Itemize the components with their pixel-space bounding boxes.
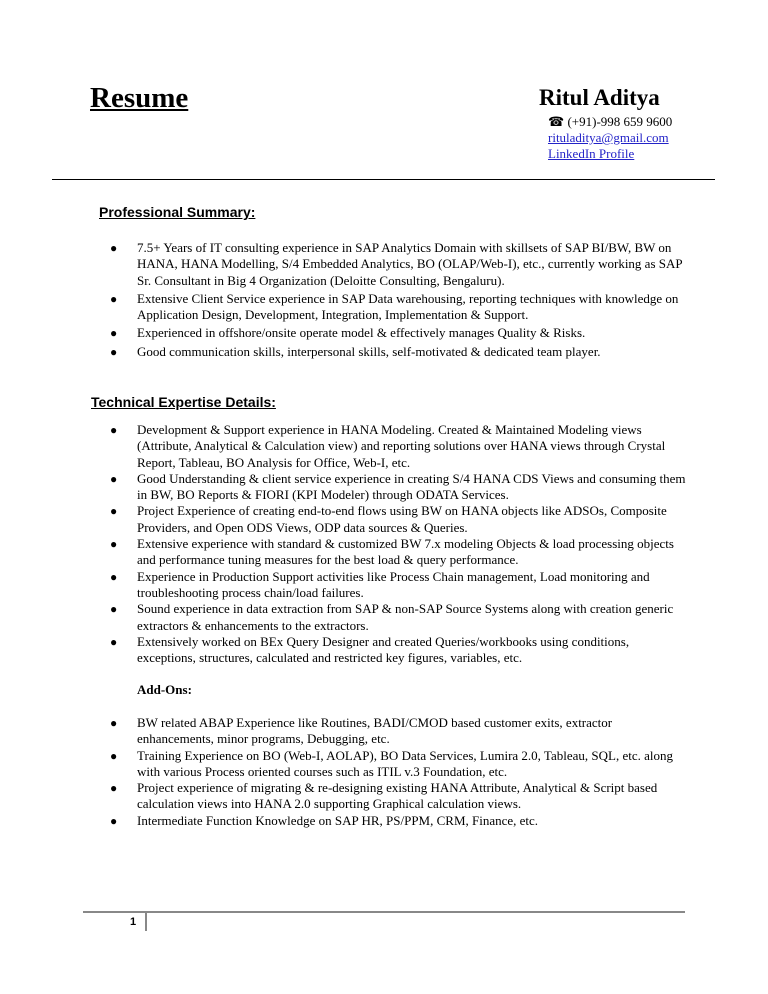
list-item: ● Experience in Production Support activities like Process Chain management, Load monitoring and troubleshooting process chain/load failures. xyxy=(110,568,650,600)
bullet-icon: ● xyxy=(110,326,118,341)
header-divider xyxy=(52,179,715,180)
footer-tick-divider xyxy=(145,913,147,931)
footer-divider xyxy=(83,911,685,913)
bullet-icon: ● xyxy=(110,241,118,255)
list-item: ● Development & Support experience in HANA Modeling. Created & Maintained Modeling views (Attribute, Analytical & Calculation view) and reporting solutions over HANA views through Crystal Report, Tableau, BO Analysis for Office, Web-I, etc. xyxy=(110,422,666,470)
list-item: ● Training Experience on BO (Web-I, AOLAP), BO Data Services, Lumira 2.0, Tableau, SQL, etc. along with various Process oriented courses such as ITIL v.3 Foundation, etc. xyxy=(110,747,673,779)
bullet-icon: ● xyxy=(110,781,118,796)
list-item: ● Project experience of migrating & re-designing existing HANA Attribute, Analytical & Script based calculation views into HANA 2.0 supporting Graphical calculation views. xyxy=(110,780,658,812)
list-item: ● Sound experience in data extraction from SAP & non-SAP Source Systems along with creation generic extractors & enhancements to the extractors. xyxy=(110,601,674,633)
professional-summary-heading: Professional Summary: xyxy=(99,204,256,220)
bullet-icon: ● xyxy=(110,813,118,828)
phone-line xyxy=(548,114,672,130)
list-item: ● Experienced in offshore/onsite operate model & effectively manages Quality & Risks. xyxy=(110,325,586,341)
bullet-icon: ● xyxy=(110,716,118,730)
linkedin-profile-link[interactable]: LinkedIn Profile xyxy=(548,146,635,161)
list-item: ● Project Experience of creating end-to-end flows using BW on HANA objects like ADSOs, Composite Providers, and Open ODS Views, ODP data sources & Queries. xyxy=(110,503,667,535)
list-item: ● Intermediate Function Knowledge on SAP HR, PS/PPM, CRM, Finance, etc. xyxy=(110,812,539,828)
bullet-icon: ● xyxy=(110,602,118,617)
add-ons-heading: Add-Ons: xyxy=(137,682,192,697)
list-item: ● Good Understanding & client service experience in creating S/4 HANA CDS Views and consuming them in BW, BO Reports & FIORI (KPI Modeler) through ODATA Services. xyxy=(110,470,686,503)
telephone-icon: ☎ xyxy=(548,114,565,129)
email-link[interactable]: rituladitya@gmail.com xyxy=(548,130,669,145)
technical-expertise-heading: Technical Expertise Details: xyxy=(91,394,276,410)
bullet-icon: ● xyxy=(110,748,118,763)
bullet-icon: ● xyxy=(110,537,118,552)
page-number: 1 xyxy=(130,916,137,928)
bullet-icon: ● xyxy=(110,569,118,584)
list-item: ● 7.5+ Years of IT consulting experience in SAP Analytics Domain with skillsets of SAP BI/BW, BW on HANA, HANA Modelling, S/4 Embedded Analytics, BO (OLAP/Web-I), etc., currently working as SAP Sr. Consultant in Big 4 Organization (Deloitte Consulting, Bengaluru). xyxy=(110,240,683,288)
bullet-icon: ● xyxy=(110,291,118,306)
bullet-icon: ● xyxy=(110,471,118,486)
list-item: ● Extensive experience with standard & customized BW 7.x modeling Objects & load processing objects and performance tuning measures for the best load & query performance. xyxy=(110,536,674,568)
list-item: ● Extensive Client Service experience in SAP Data warehousing, reporting techniques with knowledge on Application Design, Development, Integration, Implementation & Support. xyxy=(110,290,679,323)
phone-number: (+91)-998 659 9600 xyxy=(567,114,673,129)
bullet-icon: ● xyxy=(110,504,118,519)
list-item: ● BW related ABAP Experience like Routines, BADI/CMOD based customer exits, extractor enhancements, minor programs, Debugging, etc. xyxy=(110,715,613,747)
technical-expertise-list xyxy=(110,422,690,666)
list-item: ● Extensively worked on BEx Query Designer and created Queries/workbooks using conditions, exceptions, structures, calculated and restricted key figures, variables, etc. xyxy=(110,633,630,666)
bullet-icon: ● xyxy=(110,634,118,649)
list-item: ● Good communication skills, interpersonal skills, self-motivated & dedicated team player. xyxy=(110,343,601,359)
document-title: Resume xyxy=(90,82,189,114)
bullet-icon: ● xyxy=(110,344,118,359)
bullet-icon: ● xyxy=(110,423,118,437)
add-ons-list xyxy=(110,715,690,829)
candidate-name: Ritul Aditya xyxy=(539,85,660,110)
professional-summary-list xyxy=(110,240,690,362)
